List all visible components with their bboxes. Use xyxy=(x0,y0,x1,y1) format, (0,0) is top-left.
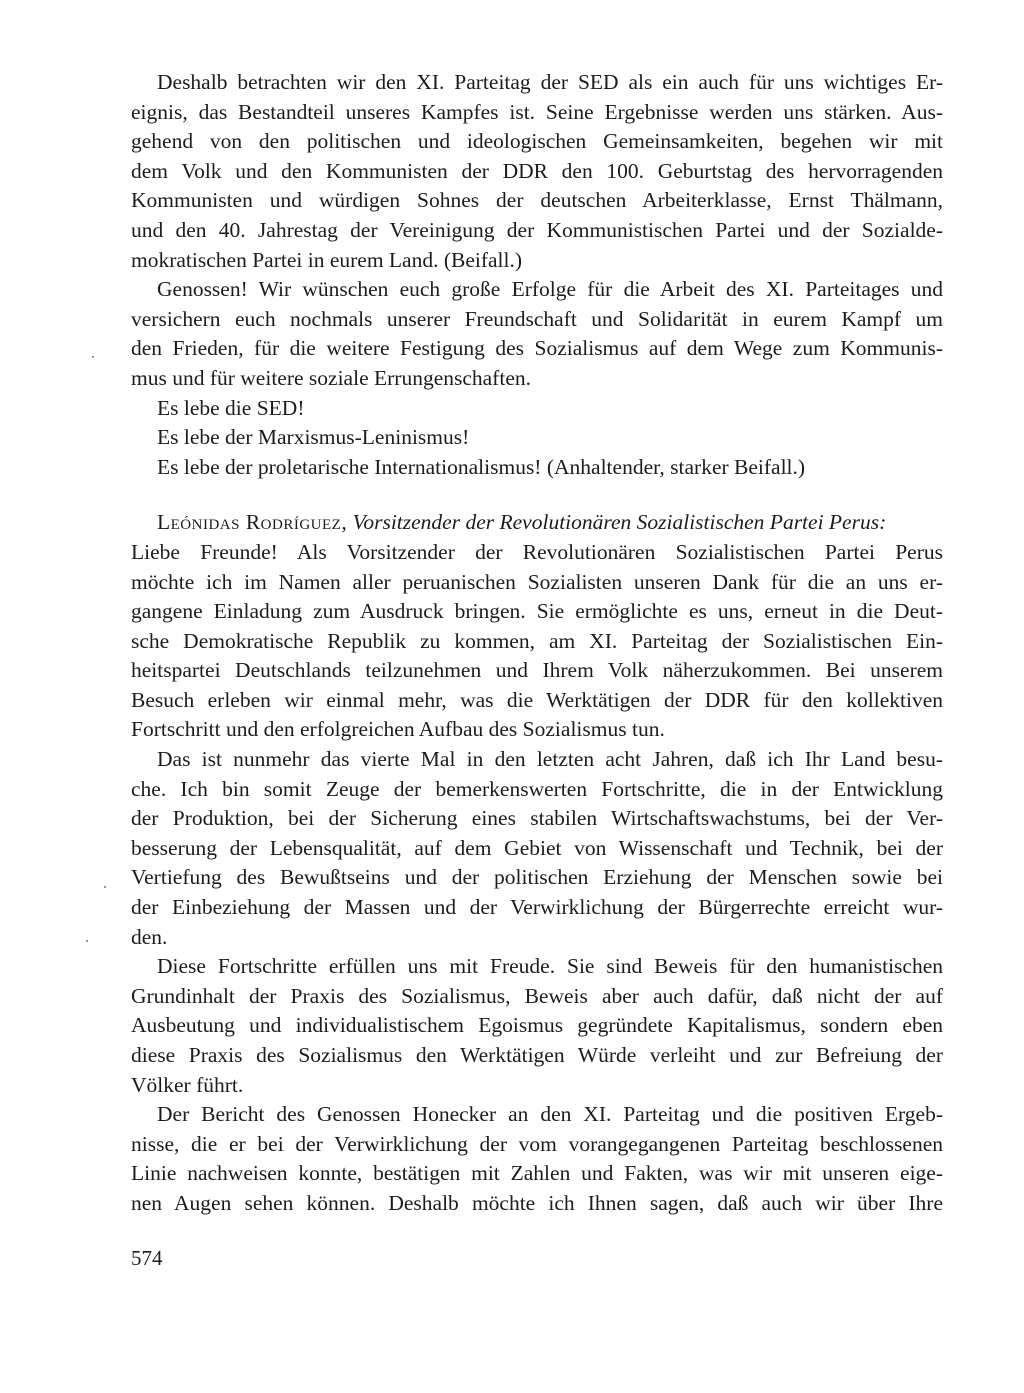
paragraph-6 xyxy=(131,1100,943,1218)
text-line: versichern euch nochmals unserer Freundschaft und Solidarität in eurem Kampf um xyxy=(131,306,943,331)
text-line: dem Volk und den Kommunisten der DDR den 100. Geburtstag des hervorragenden xyxy=(131,158,943,183)
text-line: che. Ich bin somit Zeuge der bemerkenswerten Fortschritte, die in der Entwicklung xyxy=(131,776,943,801)
text-line: Fortschritt und den erfolgreichen Aufbau des Sozialismus tun. xyxy=(131,717,665,742)
text-line: Deshalb betrachten wir den XI. Parteitag der SED als ein auch für uns wichtiges Er- xyxy=(157,70,943,94)
paragraph-4 xyxy=(131,745,943,952)
paragraph-2 xyxy=(131,275,943,393)
speaker-role: Vorsitzender der Revolutionären Sozialistischen Partei Perus: xyxy=(352,510,887,535)
text-line: besserung der Lebensqualität, auf dem Gebiet von Wissenschaft und Technik, bei der xyxy=(131,835,943,860)
text-line: Das ist nunmehr das vierte Mal in den letzten acht Jahren, daß ich Ihr Land besu- xyxy=(157,747,943,772)
text-line: Diese Fortschritte erfüllen uns mit Freude. Sie sind Beweis für den humanistischen xyxy=(157,954,943,979)
cry-line: Es lebe die SED! xyxy=(157,395,305,420)
text-line: Genossen! Wir wünschen euch große Erfolge für die Arbeit des XI. Parteitages und xyxy=(157,277,943,302)
closing-cries xyxy=(131,394,943,483)
text-line: mokratischen Partei in eurem Land. (Beifall.) xyxy=(131,247,523,272)
text-line: Grundinhalt der Praxis des Sozialismus, Beweis aber auch dafür, daß nicht der auf xyxy=(131,983,943,1008)
text-line: Ausbeutung und individualistischem Egoismus gegründete Kapitalismus, sondern eben xyxy=(131,1013,943,1038)
text-line: den. xyxy=(131,924,168,949)
text-line: Völker führt. xyxy=(131,1072,244,1097)
margin-mark xyxy=(92,356,94,358)
text-line: heitspartei Deutschlands teilzunehmen und Ihrem Volk näherzukommen. Bei unserem xyxy=(131,658,943,683)
text-line: gangene Einladung zum Ausdruck bringen. Sie ermöglichte es uns, erneut in die Deut- xyxy=(131,599,943,624)
text-line: Vertiefung des Bewußtseins und der politischen Erziehung der Menschen sowie bei xyxy=(131,865,943,890)
paragraph-1 xyxy=(131,68,943,275)
text-line: möchte ich im Namen aller peruanischen Sozialisten unseren Dank für die an uns er- xyxy=(131,569,943,594)
text-line: der Einbeziehung der Massen und der Verwirklichung der Bürgerrechte erreicht wur- xyxy=(131,895,943,920)
text-line: diese Praxis des Sozialismus den Werktätigen Würde verleiht und zur Befreiung der xyxy=(131,1043,943,1067)
speaker-line xyxy=(131,508,943,538)
margin-mark xyxy=(104,886,106,888)
text-line: nen Augen sehen können. Deshalb möchte ich Ihnen sagen, daß auch wir über Ihre xyxy=(131,1190,943,1215)
text-line: nisse, die er bei der Verwirklichung der vom vorangegangenen Parteitag beschlossenen xyxy=(131,1131,943,1156)
page-number: 574 xyxy=(131,1246,163,1270)
text-line: Kommunisten und würdigen Sohnes der deutschen Arbeiterklasse, Ernst Thälmann, xyxy=(131,188,943,213)
text-line: eignis, das Bestandteil unseres Kampfes ist. Seine Ergebnisse werden uns stärken. Aus- xyxy=(131,99,943,124)
text-line: und den 40. Jahrestag der Vereinigung der Kommunistischen Partei und der Sozialde- xyxy=(131,217,943,242)
paragraph-3 xyxy=(131,538,943,745)
text-line: Liebe Freunde! Als Vorsitzender der Revolutionären Sozialistischen Partei Perus xyxy=(131,539,943,564)
section-gap xyxy=(131,482,943,508)
cry-line: Es lebe der Marxismus-Leninismus! xyxy=(157,425,470,450)
text-line: Linie nachweisen konnte, bestätigen mit Zahlen und Fakten, was wir mit unseren eige- xyxy=(131,1161,943,1186)
speaker-heading xyxy=(131,508,943,538)
text-line: Der Bericht des Genossen Honecker an den XI. Parteitag und die positiven Ergeb- xyxy=(157,1102,943,1127)
margin-mark xyxy=(86,940,88,942)
document-page xyxy=(131,68,943,1219)
text-line: mus und für weitere soziale Errungenschaften. xyxy=(131,365,531,390)
cry-line: Es lebe der proletarische Internationalismus! (Anhaltender, starker Beifall.) xyxy=(157,454,806,479)
text-line: der Produktion, bei der Sicherung eines stabilen Wirtschaftswachstums, bei der Ver- xyxy=(131,806,943,831)
speaker-name: Leónidas Rodríguez, xyxy=(157,510,348,535)
text-line: sche Demokratische Republik zu kommen, am XI. Parteitag der Sozialistischen Ein- xyxy=(131,628,943,653)
text-line: gehend von den politischen und ideologischen Gemeinsamkeiten, begehen wir mit xyxy=(131,129,943,154)
text-line: den Frieden, für die weitere Festigung des Sozialismus auf dem Wege zum Kommunis- xyxy=(131,336,943,361)
paragraph-5 xyxy=(131,952,943,1100)
text-line: Besuch erleben wir einmal mehr, was die Werktätigen der DDR für den kollektiven xyxy=(131,687,943,712)
